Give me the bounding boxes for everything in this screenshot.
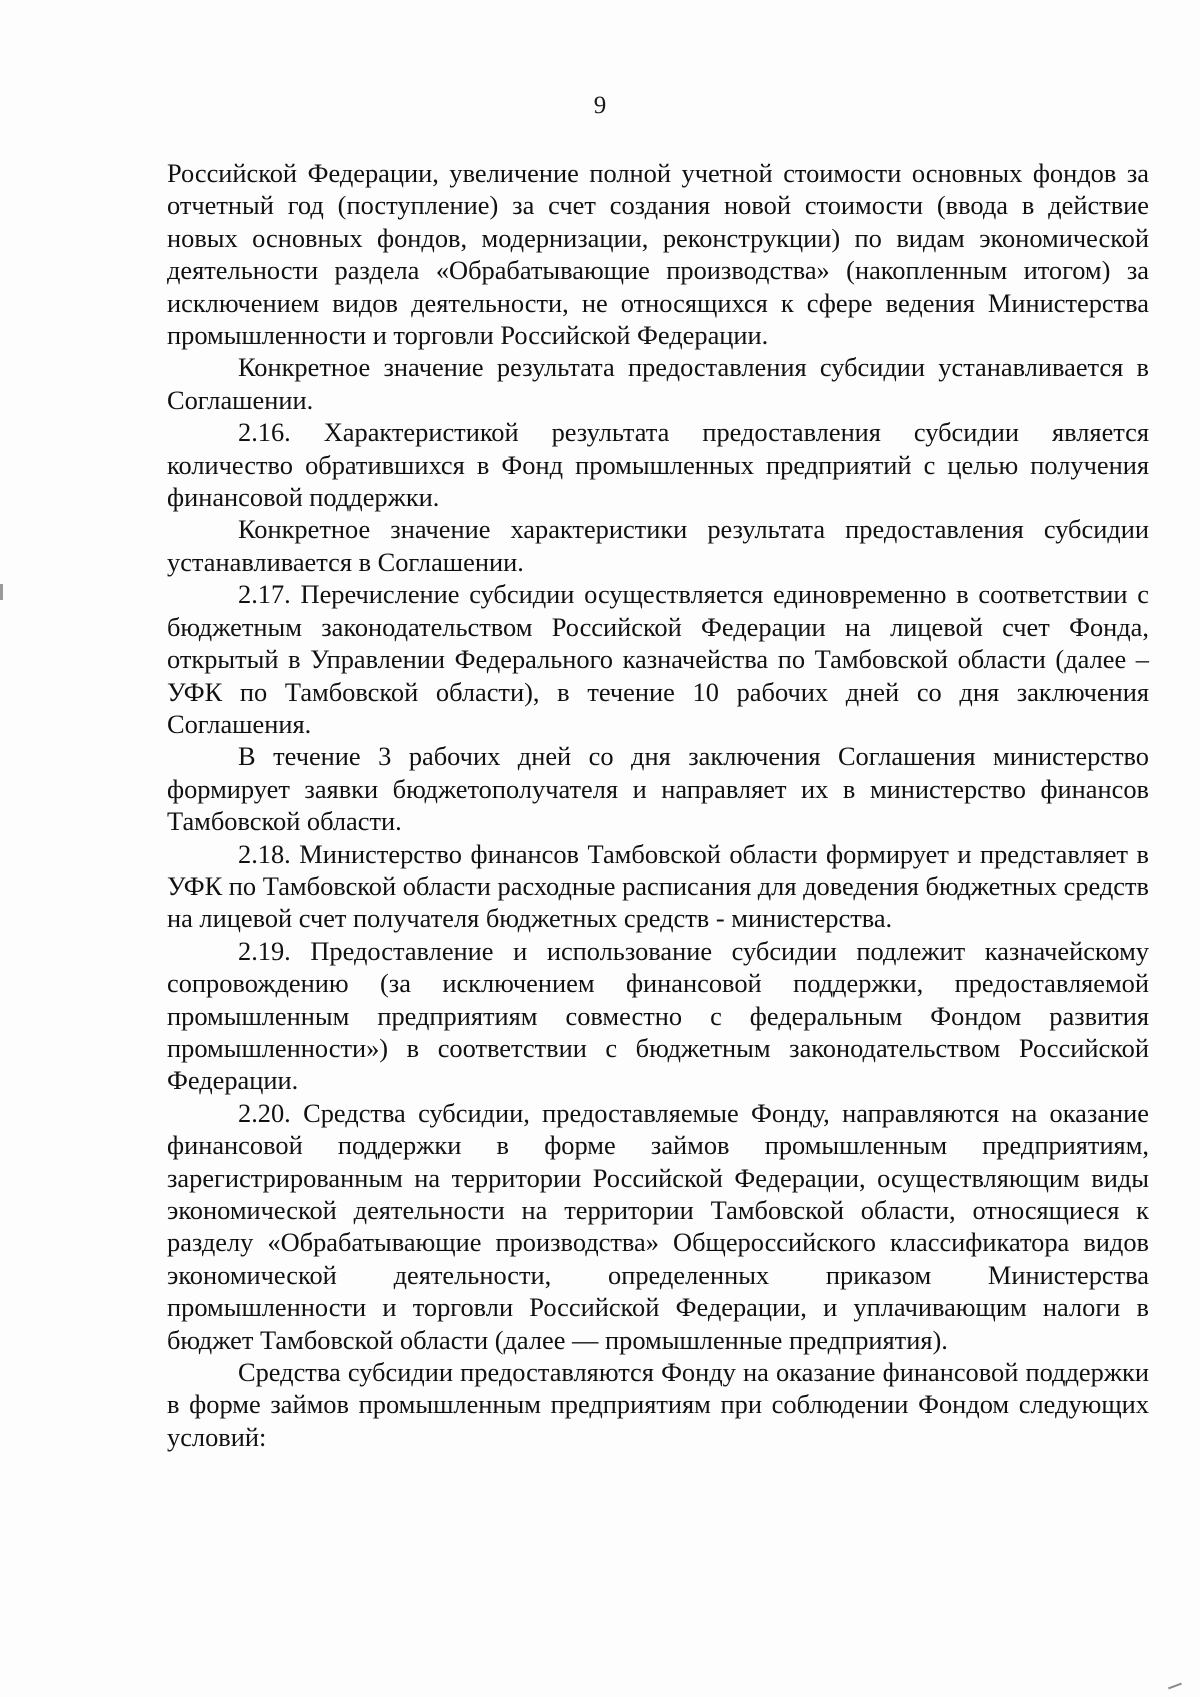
paragraph: В течение 3 рабочих дней со дня заключения Соглашения министерство формирует заявки бюджетополучателя и направляет их в министерство финансов Тамбовской области. [167, 741, 1149, 837]
paragraph: Конкретное значение результата предоставления субсидии устанавливается в Соглашении. [167, 352, 1149, 415]
scan-corner-mark [1168, 1683, 1182, 1690]
paragraph: Конкретное значение характеристики результата предоставления субсидии устанавливается в Соглашении. [167, 514, 1149, 577]
paragraph-2-20: 2.20. Средства субсидии, предоставляемые Фонду, направляются на оказание финансовой поддержки в форме займов промышленным предприятиям, зарегистрированным на территории Российской Федерации, осуществляющим виды экономической деятельности на территории Тамбовской области, относящиеся к разделу «Обрабатывающие производства» Общероссийского классификатора видов экономической деятельности, определенных приказом Министерства промышленности и торговли Российской Федерации, и уплачивающим налоги в бюджет Тамбовской области (далее — промышленные предприятия). [167, 1097, 1149, 1355]
paragraph-2-19: 2.19. Предоставление и использование субсидии подлежит казначейскому сопровождению (за исключением финансовой поддержки, предоставляемой промышленным предприятиям совместно с федеральным Фондом развития промышленности») в соответствии с бюджетным законодательством Российской Федерации. [167, 935, 1149, 1096]
document-body [167, 157, 1149, 1453]
page-number: 9 [593, 92, 607, 119]
paragraph-continuation: Российской Федерации, увеличение полной учетной стоимости основных фондов за отчетный год (поступление) за счет создания новой стоимости (ввода в действие новых основных фондов, модернизации, реконструкции) по видам экономической деятельности раздела «Обрабатывающие производства» (накопленным итогом) за исключением видов деятельности, не относящихся к сфере ведения Министерства промышленности и торговли Российской Федерации. [167, 158, 1149, 351]
paragraph-2-17: 2.17. Перечисление субсидии осуществляется единовременно в соответствии с бюджетным законодательством Российской Федерации на лицевой счет Фонда, открытый в Управлении Федерального казначейства по Тамбовской области (далее – УФК по Тамбовской области), в течение 10 рабочих дней со дня заключения Соглашения. [167, 579, 1149, 739]
paragraph: Средства субсидии предоставляются Фонду на оказание финансовой поддержки в форме займов промышленным предприятиям при соблюдении Фондом следующих условий: [167, 1357, 1149, 1452]
scan-edge-mark [0, 584, 3, 600]
paragraph-2-16: 2.16. Характеристикой результата предоставления субсидии является количество обратившихся в Фонд промышленных предприятий с целью получения финансовой поддержки. [167, 417, 1149, 513]
paragraph-2-18: 2.18. Министерство финансов Тамбовской области формирует и представляет в УФК по Тамбовской области расходные расписания для доведения бюджетных средств на лицевой счет получателя бюджетных средств - министерства. [167, 838, 1149, 934]
